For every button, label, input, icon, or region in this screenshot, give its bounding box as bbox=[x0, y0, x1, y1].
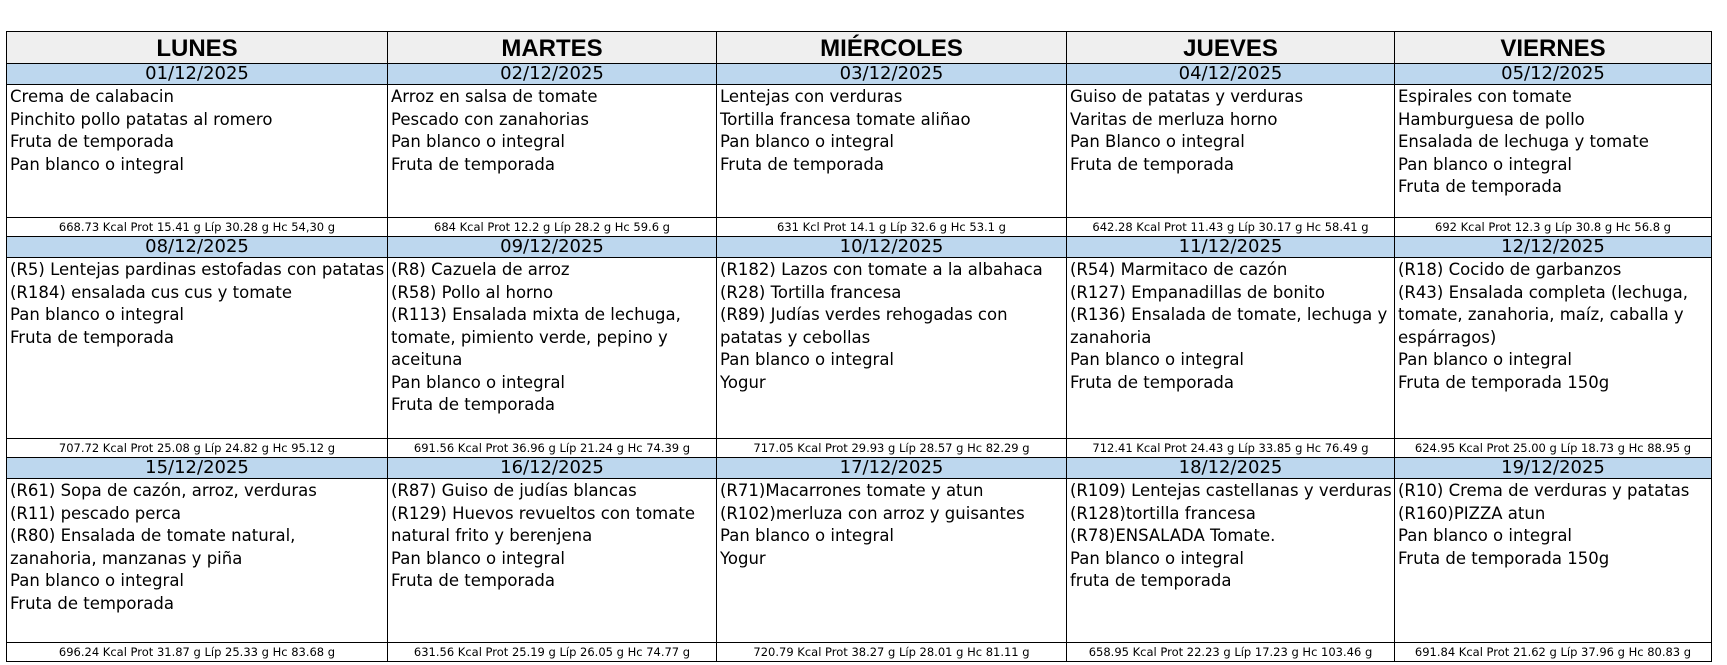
meal-item: (R184) ensalada cus cus y tomate bbox=[10, 282, 293, 302]
meal-item: Fruta de temporada bbox=[10, 593, 174, 613]
meal-item: (R5) Lentejas pardinas estofadas con patatas bbox=[10, 260, 385, 279]
meal-row bbox=[7, 85, 1712, 218]
meal-item: (R28) Tortilla francesa bbox=[720, 282, 902, 302]
meal-item: Pan blanco o integral bbox=[391, 372, 566, 392]
meal-item: Fruta de temporada bbox=[10, 327, 174, 347]
date-cell: 19/12/2025 bbox=[1395, 458, 1712, 479]
nutrition-cell: 691.56 Kcal Prot 36.96 g Líp 21.24 g Hc 74.39 g bbox=[388, 439, 717, 458]
date-cell: 09/12/2025 bbox=[388, 237, 717, 258]
meal-item: (R127) Empanadillas de bonito bbox=[1070, 282, 1325, 302]
meal-item: Pan blanco o integral bbox=[391, 548, 566, 568]
meal-cell bbox=[1067, 479, 1395, 643]
nutrition-cell: 691.84 Kcal Prot 21.62 g Líp 37.96 g Hc 80.83 g bbox=[1395, 643, 1712, 662]
date-cell: 02/12/2025 bbox=[388, 64, 717, 85]
nutrition-cell: 720.79 Kcal Prot 38.27 g Líp 28.01 g Hc 81.11 g bbox=[717, 643, 1067, 662]
meal-item: Fruta de temporada bbox=[391, 395, 555, 414]
menu-body bbox=[7, 32, 1712, 662]
meal-item: Lentejas con verduras bbox=[720, 87, 903, 106]
meal-item: Crema de calabacin bbox=[10, 87, 174, 106]
meal-cell bbox=[388, 258, 717, 439]
nutrition-cell: 696.24 Kcal Prot 31.87 g Líp 25.33 g Hc 83.68 g bbox=[7, 643, 388, 662]
date-cell: 03/12/2025 bbox=[717, 64, 1067, 85]
meal-item: Fruta de temporada bbox=[391, 154, 555, 174]
date-cell: 04/12/2025 bbox=[1067, 64, 1395, 85]
date-row bbox=[7, 458, 1712, 479]
nutrition-cell: 692 Kcal Prot 12.3 g Líp 30.8 g Hc 56.8 g bbox=[1395, 218, 1712, 237]
nutrition-cell: 712.41 Kcal Prot 24.43 g Líp 33.85 g Hc 76.49 g bbox=[1067, 439, 1395, 458]
meal-item: (R54) Marmitaco de cazón bbox=[1070, 260, 1288, 279]
day-header-row bbox=[7, 32, 1712, 64]
nutrition-cell: 668.73 Kcal Prot 15.41 g Líp 30.28 g Hc 54,30 g bbox=[7, 218, 388, 237]
date-cell: 08/12/2025 bbox=[7, 237, 388, 258]
meal-cell bbox=[1067, 258, 1395, 439]
meal-item: (R87) Guiso de judías blancas bbox=[391, 481, 637, 500]
date-row bbox=[7, 237, 1712, 258]
meal-item: Pan Blanco o integral bbox=[1070, 132, 1245, 151]
date-cell: 16/12/2025 bbox=[388, 458, 717, 479]
meal-item: Pan blanco o integral bbox=[1398, 526, 1573, 545]
date-cell: 18/12/2025 bbox=[1067, 458, 1395, 479]
meal-item: Fruta de temporada bbox=[391, 571, 555, 590]
meal-item: Pan blanco o integral bbox=[10, 571, 185, 590]
meal-item: (R109) Lentejas castellanas y verduras bbox=[1070, 481, 1392, 500]
meal-cell bbox=[388, 479, 717, 643]
meal-item: (R10) Crema de verduras y patatas bbox=[1398, 481, 1690, 500]
meal-item: Pan blanco o integral bbox=[1070, 350, 1245, 369]
meal-item: Fruta de temporada bbox=[10, 132, 174, 151]
meal-item: fruta de temporada bbox=[1070, 571, 1232, 590]
meal-cell bbox=[717, 258, 1067, 439]
meal-item: Yogur bbox=[720, 372, 766, 392]
meal-item: Guiso de patatas y verduras bbox=[1070, 87, 1304, 106]
meal-item: Pan blanco o integral bbox=[10, 154, 185, 174]
meal-cell bbox=[7, 85, 388, 218]
nutrition-cell: 631 Kcl Prot 14.1 g Líp 32.6 g Hc 53.1 g bbox=[717, 218, 1067, 237]
date-cell: 11/12/2025 bbox=[1067, 237, 1395, 258]
meal-item: Pan blanco o integral bbox=[720, 350, 895, 369]
nutrition-cell: 624.95 Kcal Prot 25.00 g Líp 18.73 g Hc 88.95 g bbox=[1395, 439, 1712, 458]
meal-cell bbox=[7, 258, 388, 439]
meal-item: Yogur bbox=[720, 548, 766, 568]
meal-item: (R61) Sopa de cazón, arroz, verduras bbox=[10, 481, 317, 500]
meal-item: Fruta de temporada 150g bbox=[1398, 548, 1610, 568]
meal-item: (R89) Judías verdes rehogadas con patatas y cebollas bbox=[720, 305, 1008, 347]
meal-item: (R78)ENSALADA Tomate. bbox=[1070, 526, 1276, 545]
meal-row bbox=[7, 479, 1712, 643]
meal-cell bbox=[717, 85, 1067, 218]
meal-item: Tortilla francesa tomate aliñao bbox=[720, 109, 971, 129]
meal-item: Varitas de merluza horno bbox=[1070, 109, 1278, 129]
day-wednesday: MIÉRCOLES bbox=[717, 32, 1067, 64]
day-monday: LUNES bbox=[7, 32, 388, 64]
meal-item: Fruta de temporada 150g bbox=[1398, 372, 1610, 392]
meal-item: Pan blanco o integral bbox=[1398, 154, 1573, 174]
day-thursday: JUEVES bbox=[1067, 32, 1395, 64]
nutrition-row bbox=[7, 218, 1712, 237]
nutrition-cell: 642.28 Kcal Prot 11.43 g Líp 30.17 g Hc 58.41 g bbox=[1067, 218, 1395, 237]
meal-item: Fruta de temporada bbox=[1070, 154, 1234, 174]
meal-item: (R102)merluza con arroz y guisantes bbox=[720, 503, 1025, 523]
meal-item: (R160)PIZZA atun bbox=[1398, 503, 1546, 523]
meal-cell bbox=[1067, 85, 1395, 218]
meal-item: (R136) Ensalada de tomate, lechuga y zanahoria bbox=[1070, 305, 1388, 347]
nutrition-row bbox=[7, 439, 1712, 458]
meal-item: (R182) Lazos con tomate a la albahaca bbox=[720, 260, 1043, 279]
date-cell: 17/12/2025 bbox=[717, 458, 1067, 479]
date-cell: 05/12/2025 bbox=[1395, 64, 1712, 85]
meal-item: Fruta de temporada bbox=[720, 154, 884, 174]
meal-item: Pan blanco o integral bbox=[1398, 350, 1573, 369]
nutrition-cell: 658.95 Kcal Prot 22.23 g Líp 17.23 g Hc 103.46 g bbox=[1067, 643, 1395, 662]
nutrition-cell: 717.05 Kcal Prot 29.93 g Líp 28.57 g Hc 82.29 g bbox=[717, 439, 1067, 458]
meal-item: (R58) Pollo al horno bbox=[391, 282, 554, 302]
date-cell: 12/12/2025 bbox=[1395, 237, 1712, 258]
meal-cell bbox=[1395, 479, 1712, 643]
nutrition-row bbox=[7, 643, 1712, 662]
nutrition-cell: 631.56 Kcal Prot 25.19 g Líp 26.05 g Hc 74.77 g bbox=[388, 643, 717, 662]
nutrition-cell: 707.72 Kcal Prot 25.08 g Líp 24.82 g Hc 95.12 g bbox=[7, 439, 388, 458]
meal-item: Espirales con tomate bbox=[1398, 87, 1572, 106]
menu-table bbox=[6, 31, 1712, 662]
meal-cell bbox=[717, 479, 1067, 643]
day-tuesday: MARTES bbox=[388, 32, 717, 64]
meal-item: Pan blanco o integral bbox=[1070, 548, 1245, 568]
date-row bbox=[7, 64, 1712, 85]
meal-cell bbox=[388, 85, 717, 218]
meal-item: (R8) Cazuela de arroz bbox=[391, 260, 570, 279]
date-cell: 01/12/2025 bbox=[7, 64, 388, 85]
meal-cell bbox=[1395, 85, 1712, 218]
meal-item: (R80) Ensalada de tomate natural, zanahoria, manzanas y piña bbox=[10, 526, 296, 568]
day-friday: VIERNES bbox=[1395, 32, 1712, 64]
meal-item: (R71)Macarrones tomate y atun bbox=[720, 481, 984, 500]
meal-item: (R113) Ensalada mixta de lechuga, tomate, pimiento verde, pepino y aceituna bbox=[391, 305, 681, 369]
meal-item: (R43) Ensalada completa (lechuga, tomate, zanahoria, maíz, caballa y espárragos) bbox=[1398, 282, 1688, 347]
meal-item: Pinchito pollo patatas al romero bbox=[10, 109, 273, 129]
meal-item: Fruta de temporada bbox=[1398, 177, 1562, 196]
meal-item: Hamburguesa de pollo bbox=[1398, 109, 1585, 129]
meal-item: Pan blanco o integral bbox=[720, 526, 895, 545]
meal-item: (R18) Cocido de garbanzos bbox=[1398, 260, 1622, 279]
date-cell: 10/12/2025 bbox=[717, 237, 1067, 258]
meal-item: (R129) Huevos revueltos con tomate natural frito y berenjena bbox=[391, 503, 695, 545]
meal-item: (R11) pescado perca bbox=[10, 503, 182, 523]
date-cell: 15/12/2025 bbox=[7, 458, 388, 479]
meal-item: Fruta de temporada bbox=[1070, 372, 1234, 392]
meal-cell bbox=[7, 479, 388, 643]
meal-row bbox=[7, 258, 1712, 439]
meal-item: Pan blanco o integral bbox=[391, 132, 566, 151]
meal-item: Arroz en salsa de tomate bbox=[391, 87, 598, 106]
meal-cell bbox=[1395, 258, 1712, 439]
meal-item: Ensalada de lechuga y tomate bbox=[1398, 132, 1649, 151]
meal-item: Pan blanco o integral bbox=[10, 305, 185, 324]
nutrition-cell: 684 Kcal Prot 12.2 g Líp 28.2 g Hc 59.6 g bbox=[388, 218, 717, 237]
meal-item: Pescado con zanahorias bbox=[391, 109, 589, 129]
meal-item: (R128)tortilla francesa bbox=[1070, 503, 1256, 523]
meal-item: Pan blanco o integral bbox=[720, 132, 895, 151]
